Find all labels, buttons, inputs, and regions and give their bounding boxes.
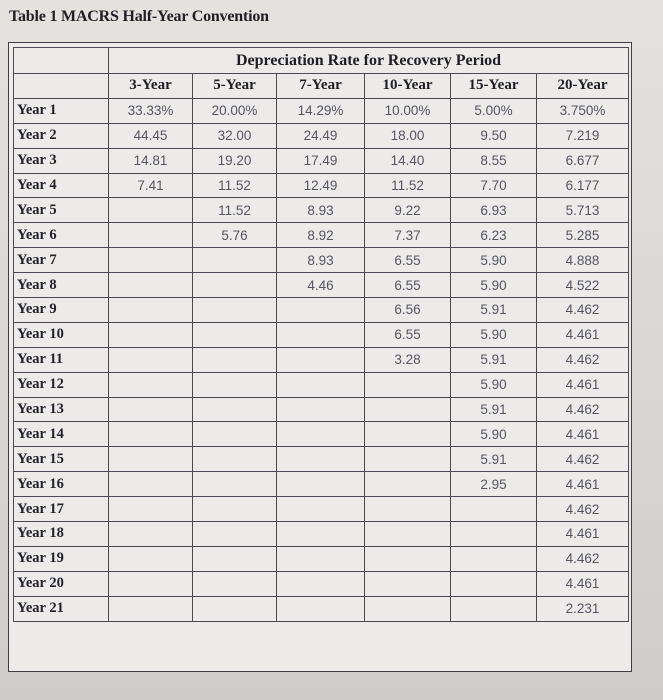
- rate-cell: [109, 522, 193, 547]
- rate-cell: 4.461: [537, 322, 629, 347]
- table-row: [14, 173, 629, 198]
- rate-cell: [193, 248, 277, 273]
- table-row: [14, 198, 629, 223]
- rate-cell: 5.00%: [451, 98, 537, 123]
- rate-cell: [277, 397, 365, 422]
- rate-cell: 7.219: [537, 123, 629, 148]
- rate-cell: 6.177: [537, 173, 629, 198]
- year-label: Year 18: [14, 522, 109, 547]
- rate-cell: [277, 298, 365, 323]
- rate-cell: 3.750%: [537, 98, 629, 123]
- column-header: 3-Year: [109, 74, 193, 99]
- group-header: Depreciation Rate for Recovery Period: [109, 48, 629, 74]
- table-row: [14, 322, 629, 347]
- rate-cell: [277, 497, 365, 522]
- rate-cell: 7.37: [365, 223, 451, 248]
- rate-cell: 14.40: [365, 148, 451, 173]
- rate-cell: 4.462: [537, 298, 629, 323]
- rate-cell: [109, 273, 193, 298]
- table-row: [14, 447, 629, 472]
- rate-cell: [109, 571, 193, 596]
- rate-cell: 5.90: [451, 273, 537, 298]
- rate-cell: [451, 596, 537, 621]
- year-label: Year 14: [14, 422, 109, 447]
- column-header: 20-Year: [537, 74, 629, 99]
- table-row: [14, 298, 629, 323]
- rate-cell: 5.90: [451, 422, 537, 447]
- rate-cell: 4.462: [537, 397, 629, 422]
- year-label: Year 6: [14, 223, 109, 248]
- rate-cell: [365, 522, 451, 547]
- year-label: Year 11: [14, 347, 109, 372]
- year-label: Year 16: [14, 472, 109, 497]
- rate-cell: 6.93: [451, 198, 537, 223]
- year-label: Year 5: [14, 198, 109, 223]
- year-label: Year 21: [14, 596, 109, 621]
- rate-cell: 4.462: [537, 347, 629, 372]
- rate-cell: 5.76: [193, 223, 277, 248]
- rate-cell: [109, 546, 193, 571]
- rate-cell: [277, 447, 365, 472]
- rate-cell: 8.55: [451, 148, 537, 173]
- rate-cell: 6.677: [537, 148, 629, 173]
- rate-cell: 4.461: [537, 571, 629, 596]
- rate-cell: 17.49: [277, 148, 365, 173]
- column-header: 7-Year: [277, 74, 365, 99]
- rate-cell: [109, 497, 193, 522]
- year-label: Year 20: [14, 571, 109, 596]
- year-label: Year 12: [14, 372, 109, 397]
- rate-cell: [365, 397, 451, 422]
- corner-cell: [14, 74, 109, 99]
- rate-cell: 8.93: [277, 198, 365, 223]
- year-label: Year 1: [14, 98, 109, 123]
- rate-cell: 19.20: [193, 148, 277, 173]
- rate-cell: 5.90: [451, 248, 537, 273]
- rate-cell: 5.91: [451, 397, 537, 422]
- rate-cell: 6.55: [365, 322, 451, 347]
- rate-cell: 4.461: [537, 522, 629, 547]
- year-label: Year 19: [14, 546, 109, 571]
- rate-cell: [365, 372, 451, 397]
- rate-cell: 7.70: [451, 173, 537, 198]
- rate-cell: [277, 347, 365, 372]
- rate-cell: 9.50: [451, 123, 537, 148]
- rate-cell: [277, 472, 365, 497]
- rate-cell: 6.23: [451, 223, 537, 248]
- rate-cell: 8.93: [277, 248, 365, 273]
- rate-cell: [193, 397, 277, 422]
- rate-cell: [193, 322, 277, 347]
- rate-cell: [193, 522, 277, 547]
- rate-cell: 4.462: [537, 447, 629, 472]
- rate-cell: 4.461: [537, 372, 629, 397]
- rate-cell: 7.41: [109, 173, 193, 198]
- rate-cell: [277, 546, 365, 571]
- rate-cell: 2.231: [537, 596, 629, 621]
- table-row: [14, 223, 629, 248]
- table-title: Table 1 MACRS Half-Year Convention: [9, 8, 269, 25]
- rate-cell: [277, 596, 365, 621]
- corner-cell: [14, 48, 109, 74]
- rate-cell: [109, 322, 193, 347]
- table-row: [14, 546, 629, 571]
- rate-cell: 3.28: [365, 347, 451, 372]
- rate-cell: [193, 497, 277, 522]
- rate-cell: 5.91: [451, 447, 537, 472]
- rate-cell: [277, 322, 365, 347]
- table-row: [14, 522, 629, 547]
- rate-cell: 5.91: [451, 347, 537, 372]
- group-header-row: [14, 48, 629, 74]
- table-row: [14, 571, 629, 596]
- table-row: [14, 123, 629, 148]
- table-row: [14, 422, 629, 447]
- year-label: Year 7: [14, 248, 109, 273]
- rate-cell: [277, 522, 365, 547]
- rate-cell: 12.49: [277, 173, 365, 198]
- rate-cell: 6.56: [365, 298, 451, 323]
- table-row: [14, 98, 629, 123]
- year-label: Year 3: [14, 148, 109, 173]
- table-row: [14, 347, 629, 372]
- rate-cell: [193, 298, 277, 323]
- rate-cell: [109, 447, 193, 472]
- rate-cell: [109, 223, 193, 248]
- year-label: Year 15: [14, 447, 109, 472]
- rate-cell: [109, 422, 193, 447]
- rate-cell: 4.888: [537, 248, 629, 273]
- rate-cell: 4.461: [537, 422, 629, 447]
- rate-cell: 14.29%: [277, 98, 365, 123]
- rate-cell: 2.95: [451, 472, 537, 497]
- column-header: 5-Year: [193, 74, 277, 99]
- rate-cell: [451, 546, 537, 571]
- table-row: [14, 596, 629, 621]
- rate-cell: [277, 571, 365, 596]
- rate-cell: [109, 248, 193, 273]
- rate-cell: [193, 372, 277, 397]
- rate-cell: 5.285: [537, 223, 629, 248]
- rate-cell: [277, 372, 365, 397]
- rate-cell: 5.713: [537, 198, 629, 223]
- rate-cell: [109, 372, 193, 397]
- table-row: [14, 472, 629, 497]
- rate-cell: [365, 546, 451, 571]
- rate-cell: [365, 571, 451, 596]
- rate-cell: [193, 422, 277, 447]
- rate-cell: [193, 472, 277, 497]
- column-header-row: [14, 74, 629, 99]
- rate-cell: 6.55: [365, 248, 451, 273]
- rate-cell: 4.462: [537, 546, 629, 571]
- rate-cell: 4.522: [537, 273, 629, 298]
- rate-cell: 33.33%: [109, 98, 193, 123]
- rate-cell: 6.55: [365, 273, 451, 298]
- year-label: Year 17: [14, 497, 109, 522]
- year-label: Year 2: [14, 123, 109, 148]
- rate-cell: 11.52: [193, 173, 277, 198]
- rate-cell: 8.92: [277, 223, 365, 248]
- rate-cell: [451, 497, 537, 522]
- year-label: Year 10: [14, 322, 109, 347]
- table-row: [14, 248, 629, 273]
- rate-cell: 20.00%: [193, 98, 277, 123]
- table-row: [14, 148, 629, 173]
- rate-cell: [451, 522, 537, 547]
- table-row: [14, 273, 629, 298]
- year-label: Year 13: [14, 397, 109, 422]
- rate-cell: 9.22: [365, 198, 451, 223]
- year-label: Year 8: [14, 273, 109, 298]
- rate-cell: 4.461: [537, 472, 629, 497]
- column-header: 15-Year: [451, 74, 537, 99]
- rate-cell: [193, 347, 277, 372]
- rate-cell: 24.49: [277, 123, 365, 148]
- rate-cell: [193, 273, 277, 298]
- rate-cell: [451, 571, 537, 596]
- rate-cell: [109, 397, 193, 422]
- table-row: [14, 397, 629, 422]
- table-row: [14, 372, 629, 397]
- column-header: 10-Year: [365, 74, 451, 99]
- rate-cell: 14.81: [109, 148, 193, 173]
- rate-cell: 4.46: [277, 273, 365, 298]
- year-label: Year 4: [14, 173, 109, 198]
- year-label: Year 9: [14, 298, 109, 323]
- rate-cell: [365, 422, 451, 447]
- rate-cell: [109, 298, 193, 323]
- rate-cell: 5.91: [451, 298, 537, 323]
- rate-cell: [193, 571, 277, 596]
- table-body: [14, 98, 629, 621]
- rate-cell: 10.00%: [365, 98, 451, 123]
- rate-cell: 11.52: [365, 173, 451, 198]
- macrs-table: [13, 47, 629, 622]
- rate-cell: [365, 596, 451, 621]
- table-row: [14, 497, 629, 522]
- rate-cell: [109, 198, 193, 223]
- rate-cell: [193, 596, 277, 621]
- rate-cell: [109, 596, 193, 621]
- rate-cell: 5.90: [451, 322, 537, 347]
- rate-cell: 4.462: [537, 497, 629, 522]
- rate-cell: 5.90: [451, 372, 537, 397]
- rate-cell: [109, 347, 193, 372]
- rate-cell: [193, 546, 277, 571]
- rate-cell: [365, 497, 451, 522]
- rate-cell: 11.52: [193, 198, 277, 223]
- table-frame: [8, 42, 632, 672]
- rate-cell: [365, 472, 451, 497]
- rate-cell: 32.00: [193, 123, 277, 148]
- rate-cell: [109, 472, 193, 497]
- rate-cell: [277, 422, 365, 447]
- rate-cell: 18.00: [365, 123, 451, 148]
- rate-cell: [193, 447, 277, 472]
- rate-cell: 44.45: [109, 123, 193, 148]
- rate-cell: [365, 447, 451, 472]
